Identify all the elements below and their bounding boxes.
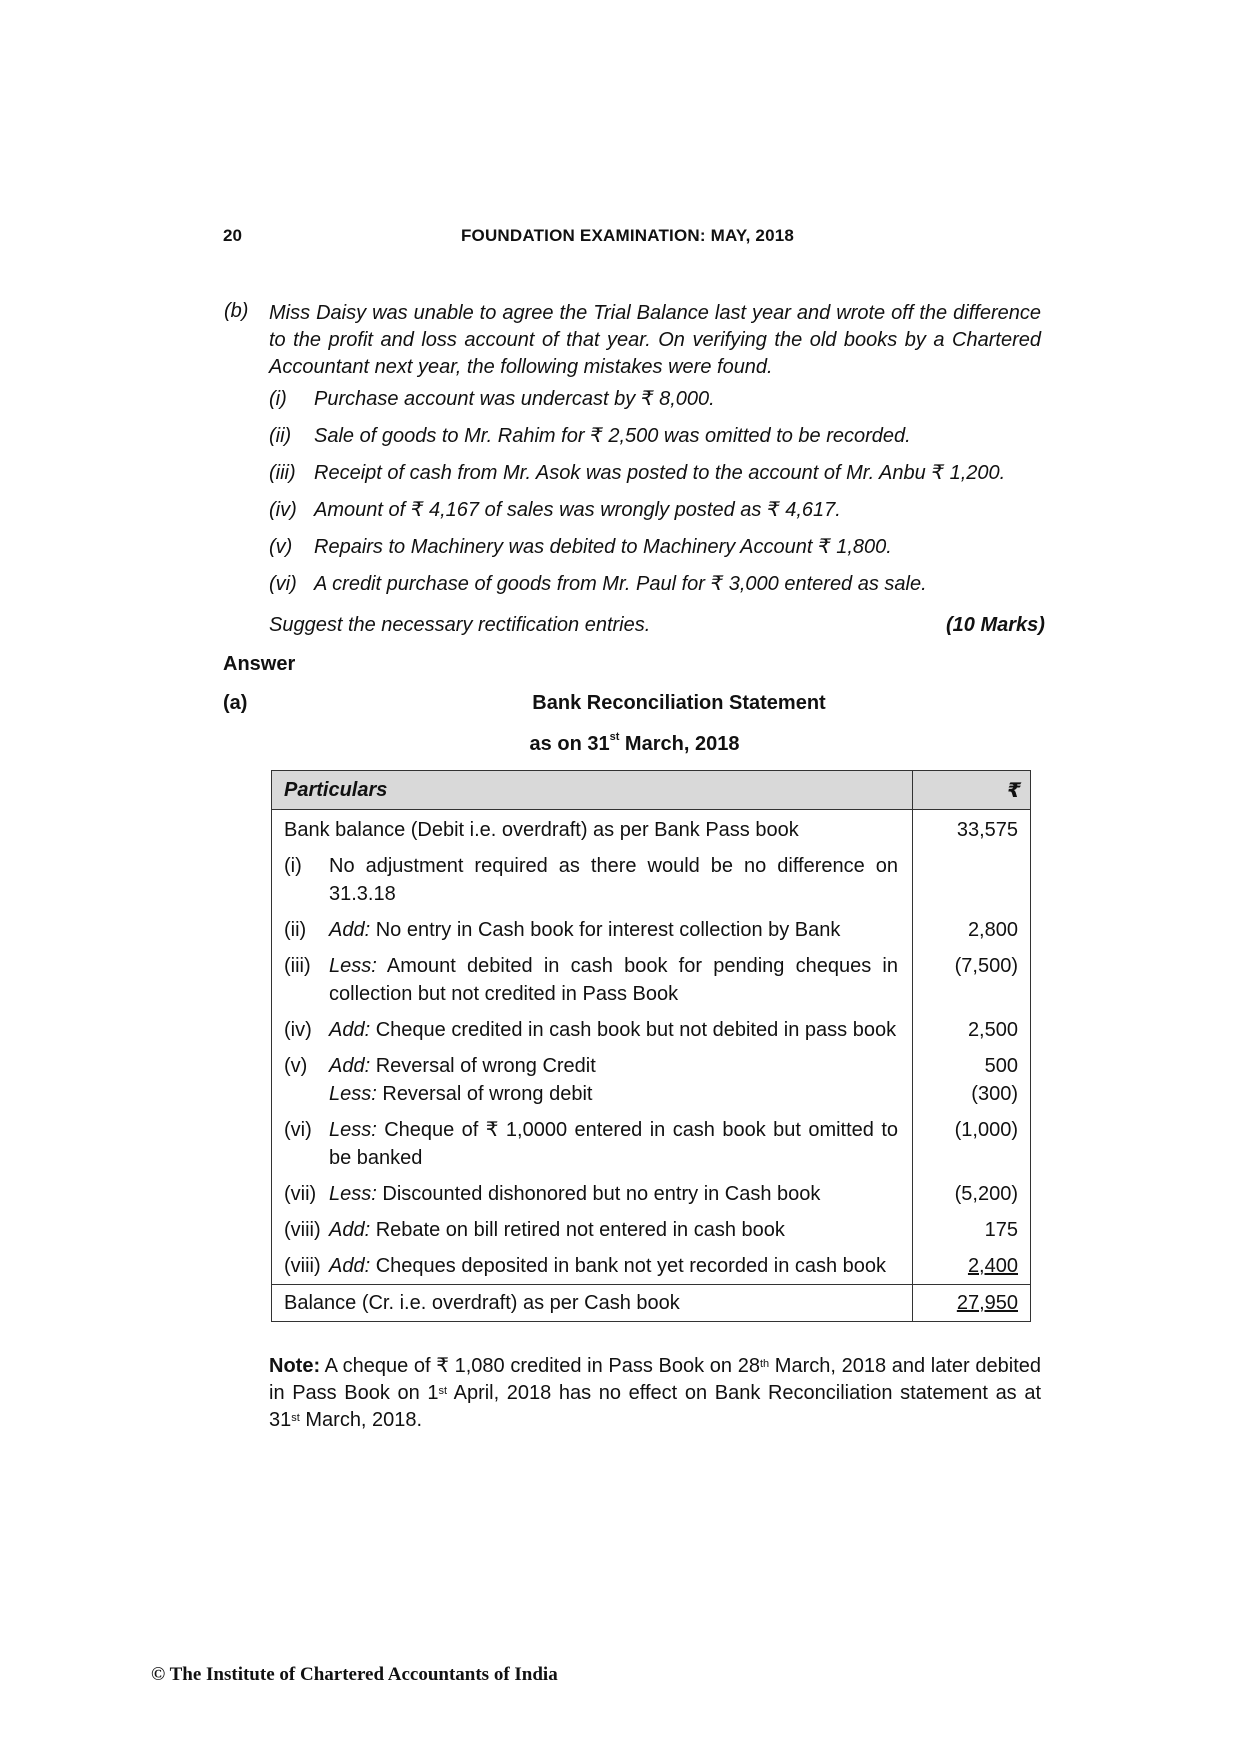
mistake-item [269, 534, 892, 559]
question-text: Miss Daisy was unable to agree the Trial Balance last year and wrote off the difference to the profit and loss account of that year. On verifying the old books by a Chartered Accountant next year, the following mistakes were found. [269, 302, 1041, 378]
mistake-number: (ii) [269, 425, 292, 447]
mistake-text: Sale of goods to Mr. Rahim for ₹ 2,500 was omitted to be recorded. [314, 425, 911, 447]
item-prefix: Less: [329, 1119, 377, 1141]
note-text: A cheque of ₹ 1,080 credited in Pass Book on 28 [320, 1355, 760, 1377]
item-text: Reversal of wrong debit [376, 1083, 593, 1105]
item-amount: 2,400 [967, 1255, 1018, 1277]
item-text: Rebate on bill retired not entered in cash book [370, 1219, 785, 1241]
table-row-closing [272, 1285, 1031, 1322]
note-sup: th [759, 1358, 770, 1370]
column-header-particulars: Particulars [272, 771, 913, 810]
mistake-text: Purchase account was undercast by ₹ 8,000. [314, 388, 715, 410]
mistake-number: (v) [269, 536, 293, 558]
note-label: Note: [269, 1355, 321, 1377]
item-amount: (1,000) [913, 1112, 1031, 1176]
table-row [272, 912, 1031, 948]
table-row [272, 1112, 1031, 1176]
reconciliation-table [271, 770, 1031, 1322]
note-text: March, 2018. [299, 1409, 423, 1431]
statement-title: Bank Reconciliation Statement [532, 692, 826, 714]
item-amount [913, 848, 1031, 912]
item-prefix: Less: [329, 1083, 377, 1105]
item-prefix: Add: [329, 919, 371, 941]
answer-part-label: (a) [223, 692, 248, 714]
opening-text: Bank balance (Debit i.e. overdraft) as per Bank Pass book [272, 810, 913, 849]
note-sup: st [438, 1385, 448, 1397]
question-label: (b) [224, 300, 249, 322]
mistake-number: (iii) [269, 462, 296, 484]
item-number: (vii) [284, 1183, 317, 1205]
item-prefix: Less: [329, 955, 377, 977]
item-amount: (5,200) [913, 1176, 1031, 1212]
page-number: 20 [223, 226, 242, 245]
mistake-number: (iv) [269, 499, 297, 521]
note [269, 1353, 1041, 1434]
item-amount: (300) [971, 1083, 1018, 1105]
table-row [272, 948, 1031, 1012]
item-amount: 175 [913, 1212, 1031, 1248]
subtitle-text: as on 31 [529, 733, 610, 755]
subtitle-sup: st [609, 731, 620, 743]
item-prefix: Add: [329, 1219, 371, 1241]
mistake-text: Amount of ₹ 4,167 of sales was wrongly posted as ₹ 4,617. [314, 499, 841, 521]
item-text: Cheques deposited in bank not yet recorded in cash book [370, 1255, 887, 1277]
footer-copyright: © The Institute of Chartered Accountants of India [151, 1664, 558, 1685]
mistake-number: (i) [269, 388, 287, 410]
running-title: FOUNDATION EXAMINATION: MAY, 2018 [460, 226, 795, 245]
item-amount: (7,500) [913, 948, 1031, 1012]
item-text: Amount debited in cash book for pending cheques in collection but not credited in Pass Book [329, 955, 898, 1005]
item-amount: 500 [984, 1055, 1018, 1077]
item-amount: 2,800 [913, 912, 1031, 948]
note-text: April, 2018 has no effect on Bank Reconciliation statement as at 31 [269, 1382, 1041, 1431]
item-prefix: Add: [329, 1255, 371, 1277]
item-text: Cheque of ₹ 1,0000 entered in cash book but omitted to be banked [329, 1119, 898, 1169]
mistake-item [269, 460, 1005, 485]
mistake-number: (vi) [269, 573, 297, 595]
question-marks: (10 Marks) [946, 614, 1045, 636]
table-header-row [272, 771, 1031, 810]
item-prefix: Add: [329, 1055, 371, 1077]
item-number: (viii) [284, 1219, 321, 1241]
column-header-amount: ₹ [913, 771, 1031, 810]
mistake-item [269, 423, 911, 448]
item-number: (viii) [284, 1255, 321, 1277]
item-text: Discounted dishonored but no entry in Cash book [376, 1183, 821, 1205]
item-text: Cheque credited in cash book but not debited in pass book [370, 1019, 897, 1041]
mistake-text: Repairs to Machinery was debited to Machinery Account ₹ 1,800. [314, 536, 892, 558]
table-row [272, 1212, 1031, 1248]
item-prefix: Add: [329, 1019, 371, 1041]
opening-amount: 33,575 [913, 810, 1031, 849]
mistake-item [269, 571, 927, 596]
item-text: Reversal of wrong Credit [370, 1055, 596, 1077]
mistake-text: Receipt of cash from Mr. Asok was posted to the account of Mr. Anbu ₹ 1,200. [314, 462, 1006, 484]
table-row [272, 848, 1031, 912]
subtitle-text: March, 2018 [619, 733, 740, 755]
item-number: (iii) [284, 955, 311, 977]
item-number: (iv) [284, 1019, 312, 1041]
item-prefix: Less: [329, 1183, 377, 1205]
closing-amount: 27,950 [956, 1292, 1018, 1314]
note-sup: st [291, 1412, 300, 1424]
mistake-item [269, 386, 715, 411]
table-row [272, 1176, 1031, 1212]
item-number: (vi) [284, 1119, 312, 1141]
table-row [272, 1248, 1031, 1285]
item-number: (v) [284, 1055, 308, 1077]
note-text: March, 2018 and later debited in Pass Book on 1 [269, 1355, 1041, 1404]
mistake-text: A credit purchase of goods from Mr. Paul for ₹ 3,000 entered as sale. [314, 573, 927, 595]
closing-text: Balance (Cr. i.e. overdraft) as per Cash book [272, 1285, 913, 1322]
table-row [272, 1048, 1031, 1112]
table-row-opening [272, 810, 1031, 849]
item-amount: 2,500 [913, 1012, 1031, 1048]
table-row [272, 1012, 1031, 1048]
item-number: (i) [284, 855, 302, 877]
mistake-item [269, 497, 841, 522]
answer-heading: Answer [223, 653, 296, 675]
statement-subtitle [0, 733, 1241, 756]
item-text: No entry in Cash book for interest collection by Bank [370, 919, 841, 941]
item-number: (ii) [284, 919, 307, 941]
question-instruction: Suggest the necessary rectification entries. [269, 614, 651, 636]
item-text: No adjustment required as there would be no difference on 31.3.18 [329, 855, 898, 905]
